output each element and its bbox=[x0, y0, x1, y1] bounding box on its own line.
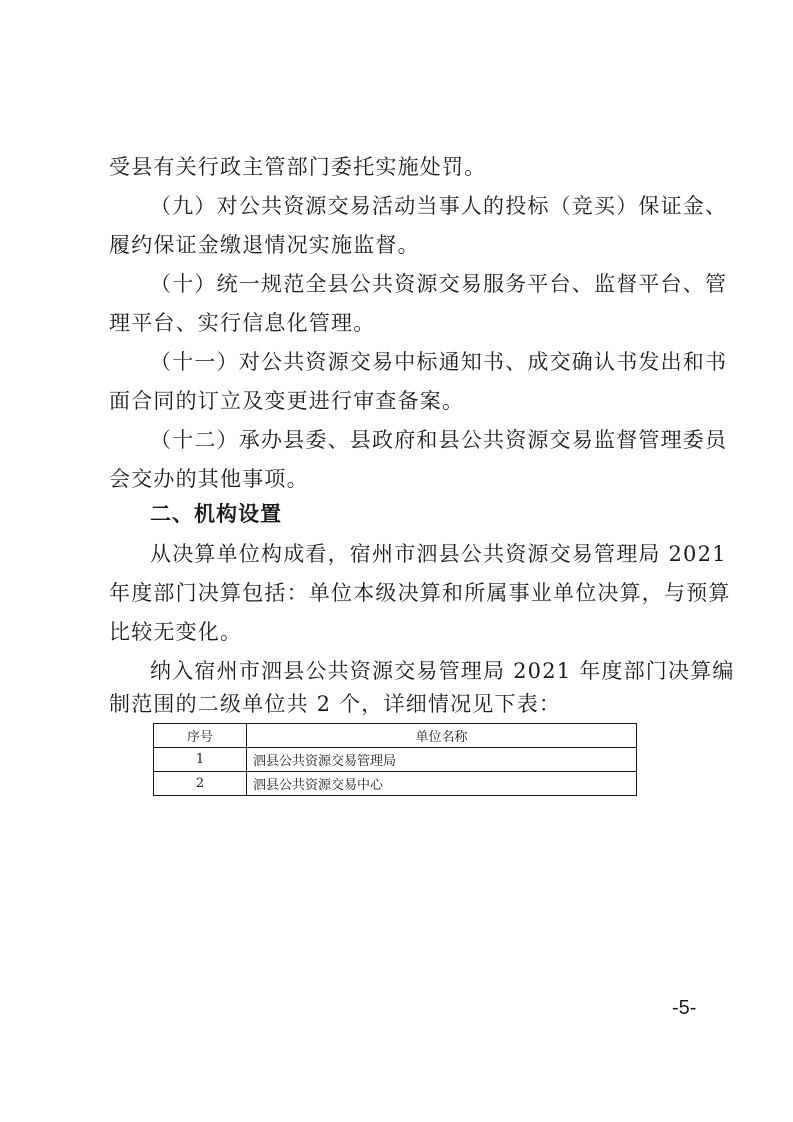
unit-name-cell: 泗县公共资源交易中心 bbox=[247, 772, 637, 796]
row-number-cell: 2 bbox=[154, 772, 247, 796]
table-header-row bbox=[154, 724, 637, 748]
page-number: -5- bbox=[672, 997, 697, 1019]
paragraph-line: （十一）对公共资源交易中标通知书、成交确认书发出和书 bbox=[150, 350, 728, 374]
paragraph-line: 年度部门决算包括：单位本级决算和所属事业单位决算，与预算 bbox=[109, 581, 731, 605]
paragraph-line: 受县有关行政主管部门委托实施处罚。 bbox=[109, 155, 487, 179]
paragraph-line: （十）统一规范全县公共资源交易服务平台、监督平台、管 bbox=[150, 272, 728, 296]
units-table bbox=[153, 723, 637, 796]
paragraph-line: 比较无变化。 bbox=[109, 620, 243, 644]
paragraph-line: 会交办的其他事项。 bbox=[109, 467, 309, 491]
paragraph-line: （十二）承办县委、县政府和县公共资源交易监督管理委员 bbox=[150, 428, 728, 452]
table-row bbox=[154, 772, 637, 796]
paragraph-line: 制范围的二级单位共 2 个，详细情况见下表： bbox=[109, 692, 562, 716]
paragraph-line: 从决算单位构成看，宿州市泗县公共资源交易管理局 2021 bbox=[150, 542, 727, 566]
column-header-unit-name: 单位名称 bbox=[247, 724, 637, 748]
column-header-number: 序号 bbox=[154, 724, 247, 748]
paragraph-line: （九）对公共资源交易活动当事人的投标（竞买）保证金、 bbox=[150, 194, 728, 218]
section-heading: 二、机构设置 bbox=[150, 502, 282, 526]
unit-name-cell: 泗县公共资源交易管理局 bbox=[247, 748, 637, 772]
paragraph-line: 履约保证金缴退情况实施监督。 bbox=[109, 233, 420, 257]
paragraph-line: 理平台、实行信息化管理。 bbox=[109, 311, 376, 335]
paragraph-line: 纳入宿州市泗县公共资源交易管理局 2021 年度部门决算编 bbox=[150, 659, 735, 683]
table-row bbox=[154, 748, 637, 772]
row-number-cell: 1 bbox=[154, 748, 247, 772]
paragraph-line: 面合同的订立及变更进行审查备案。 bbox=[109, 389, 465, 413]
